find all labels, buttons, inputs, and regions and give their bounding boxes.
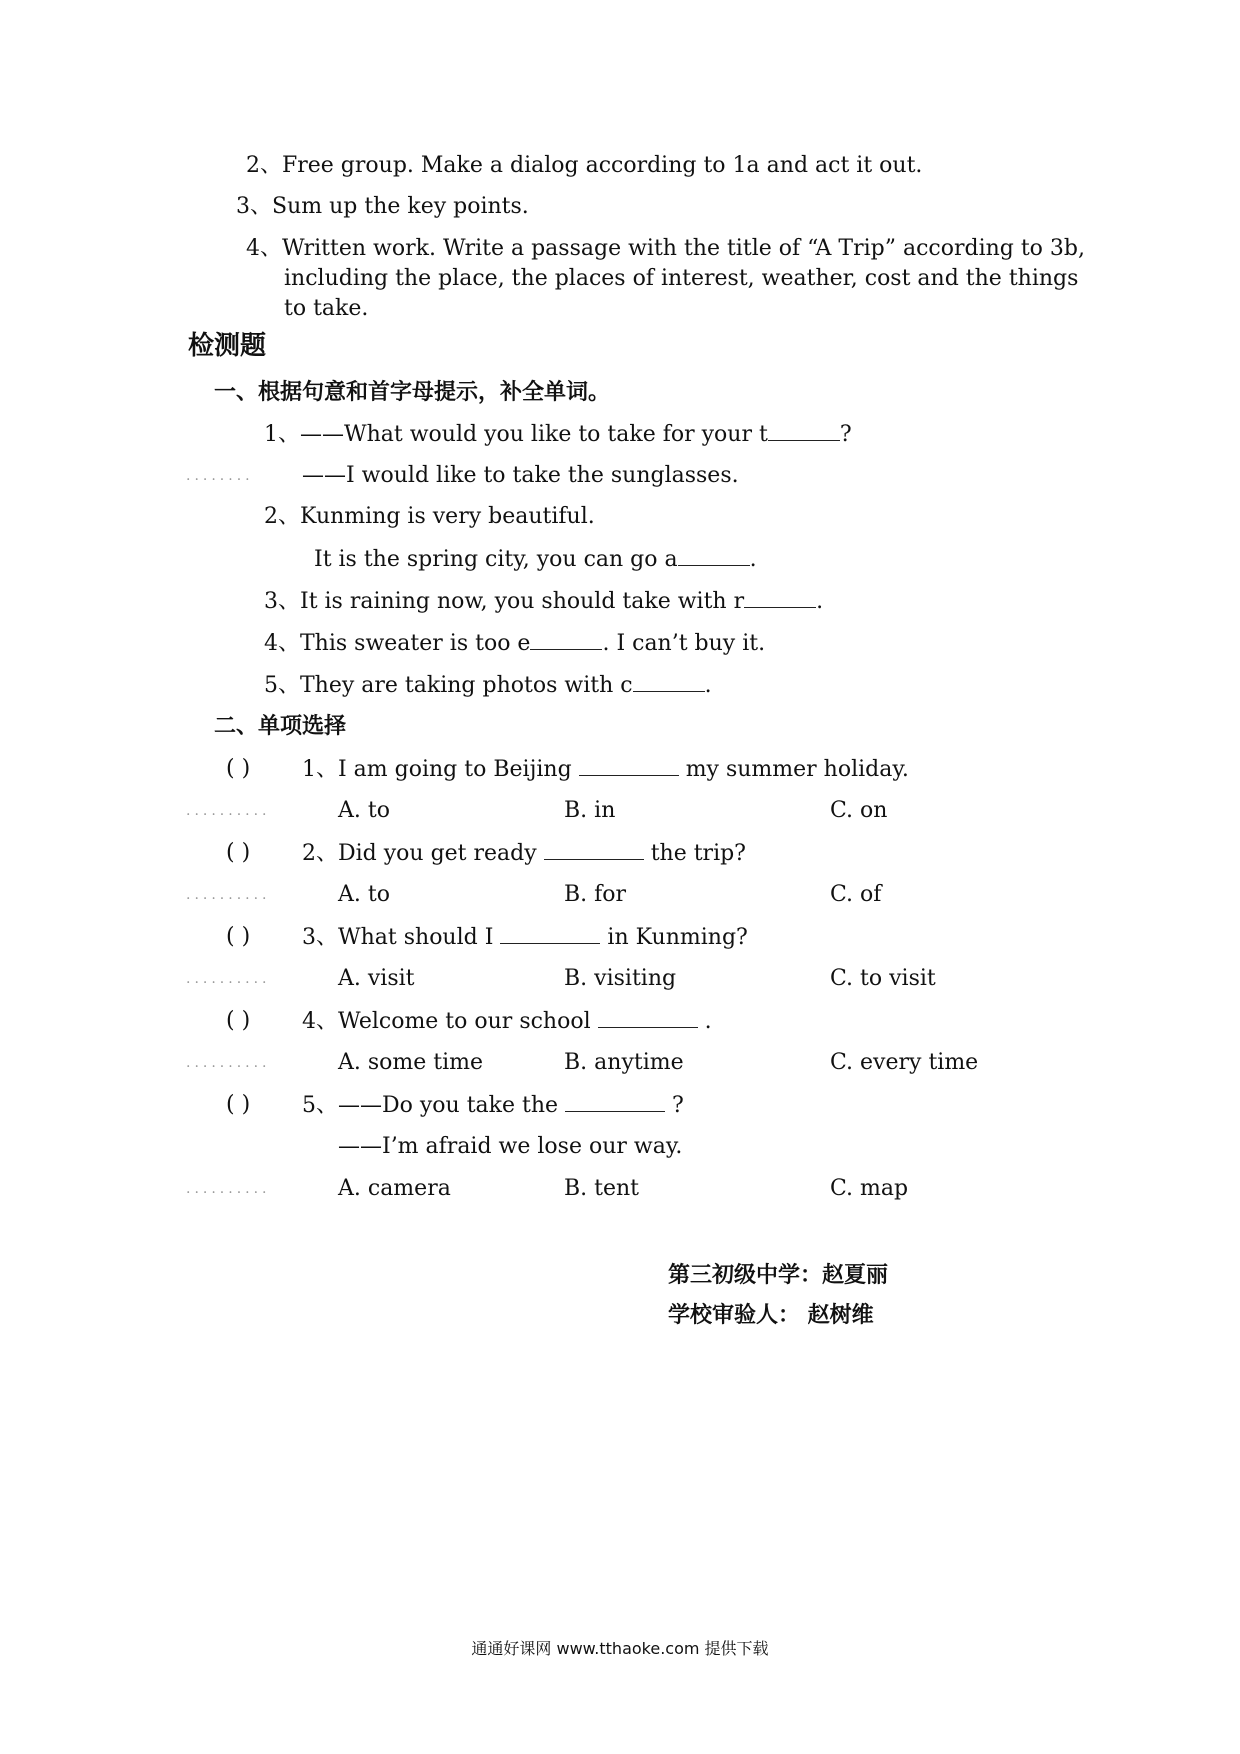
q1-option-c[interactable]: C. on <box>830 798 888 823</box>
fill-item-4-suffix: . I can’t buy it. <box>602 631 766 656</box>
task-3: 3、Sum up the key points. <box>236 194 529 219</box>
fill-blank-4[interactable] <box>530 629 602 650</box>
leader-dots: ........ <box>186 468 254 484</box>
q1-option-b[interactable]: B. in <box>564 798 616 823</box>
question-2-stem-end: the trip? <box>650 841 746 866</box>
q2-option-a[interactable]: A. to <box>338 882 390 907</box>
leader-dots: .......... <box>186 971 271 987</box>
q5-option-b[interactable]: B. tent <box>564 1176 640 1201</box>
question-1-stem: 1、I am going to Beijing <box>302 757 572 782</box>
q3-option-a[interactable]: A. visit <box>338 966 415 991</box>
leader-dots: .......... <box>186 1181 271 1197</box>
answer-paren-5[interactable]: ( ) <box>226 1092 251 1117</box>
fill-item-4-text: 4、This sweater is too e <box>264 631 531 656</box>
q4-option-a[interactable]: A. some time <box>338 1050 484 1075</box>
task-4: 4、Written work. Write a passage with the title of “A Trip” according to 3b, including the place, the places of interest, weather, cost and the things to take. <box>246 236 1085 321</box>
question-5-blank <box>565 1091 665 1112</box>
reviewer-signature: 学校审验人： 赵树维 <box>668 1303 874 1328</box>
author-signature: 第三初级中学：赵夏丽 <box>668 1263 889 1288</box>
fill-item-1-text: 1、——What would you like to take for your t <box>264 422 768 447</box>
question-2 <box>302 839 746 868</box>
question-2-blank <box>544 839 644 860</box>
leader-dots: .......... <box>186 887 271 903</box>
fill-item-4 <box>264 629 765 658</box>
answer-paren-2[interactable]: ( ) <box>226 840 251 865</box>
fill-item-3-text: 3、It is raining now, you should take with r <box>264 589 745 614</box>
q5-option-a[interactable]: A. camera <box>338 1176 451 1201</box>
fill-item-5-text: 5、They are taking photos with c <box>264 673 633 698</box>
fill-blank-1[interactable] <box>768 420 840 441</box>
fill-item-5 <box>264 671 712 700</box>
fill-item-5-suffix: . <box>704 673 712 698</box>
question-3 <box>302 923 748 952</box>
q2-option-b[interactable]: B. for <box>564 882 627 907</box>
question-1 <box>302 755 909 784</box>
fill-item-1 <box>264 420 852 449</box>
q3-option-c[interactable]: C. to visit <box>830 966 936 991</box>
question-4-blank <box>598 1007 698 1028</box>
q3-option-b[interactable]: B. visiting <box>564 966 677 991</box>
question-5 <box>302 1091 684 1120</box>
q2-option-c[interactable]: C. of <box>830 882 882 907</box>
fill-blank-2[interactable] <box>678 545 750 566</box>
question-1-blank <box>579 755 679 776</box>
q1-option-a[interactable]: A. to <box>338 798 390 823</box>
question-3-stem: 3、What should I <box>302 925 494 950</box>
answer-paren-1[interactable]: ( ) <box>226 756 251 781</box>
question-5-stem-end: ? <box>672 1093 684 1118</box>
question-5-stem: 5、——Do you take the <box>302 1093 559 1118</box>
fill-blank-3[interactable] <box>744 587 816 608</box>
fill-item-3-suffix: . <box>816 589 824 614</box>
question-5-line2: ——I’m afraid we lose our way. <box>338 1134 683 1159</box>
question-4-stem: 4、Welcome to our school <box>302 1009 591 1034</box>
question-3-blank <box>500 923 600 944</box>
fill-blank-5[interactable] <box>633 671 705 692</box>
leader-dots: .......... <box>186 1055 271 1071</box>
section2-title: 二、单项选择 <box>214 713 347 739</box>
question-2-stem: 2、Did you get ready <box>302 841 537 866</box>
question-3-stem-end: in Kunming? <box>607 925 748 950</box>
question-4 <box>302 1007 712 1036</box>
page-footer: 通通好课网 www.tthaoke.com 提供下载 <box>471 1639 769 1658</box>
fill-item-2b <box>314 545 757 574</box>
task-2: 2、Free group. Make a dialog according to 1a and act it out. <box>246 153 923 178</box>
fill-item-2b-suffix: . <box>749 547 757 572</box>
question-4-stem-end: . <box>704 1009 712 1034</box>
fill-item-1-answer: ——I would like to take the sunglasses. <box>302 463 739 488</box>
fill-item-1-suffix: ? <box>839 422 852 447</box>
q5-option-c[interactable]: C. map <box>830 1176 909 1201</box>
q4-option-b[interactable]: B. anytime <box>564 1050 684 1075</box>
quiz-title: 检测题 <box>188 331 267 361</box>
q4-option-c[interactable]: C. every time <box>830 1050 979 1075</box>
question-1-stem-end: my summer holiday. <box>685 757 909 782</box>
fill-item-3 <box>264 587 823 616</box>
section1-title: 一、根据句意和首字母提示，补全单词。 <box>214 379 611 405</box>
fill-item-2: 2、Kunming is very beautiful. <box>264 504 595 529</box>
fill-item-2b-text: It is the spring city, you can go a <box>314 547 678 572</box>
answer-paren-4[interactable]: ( ) <box>226 1008 251 1033</box>
leader-dots: .......... <box>186 803 271 819</box>
answer-paren-3[interactable]: ( ) <box>226 924 251 949</box>
